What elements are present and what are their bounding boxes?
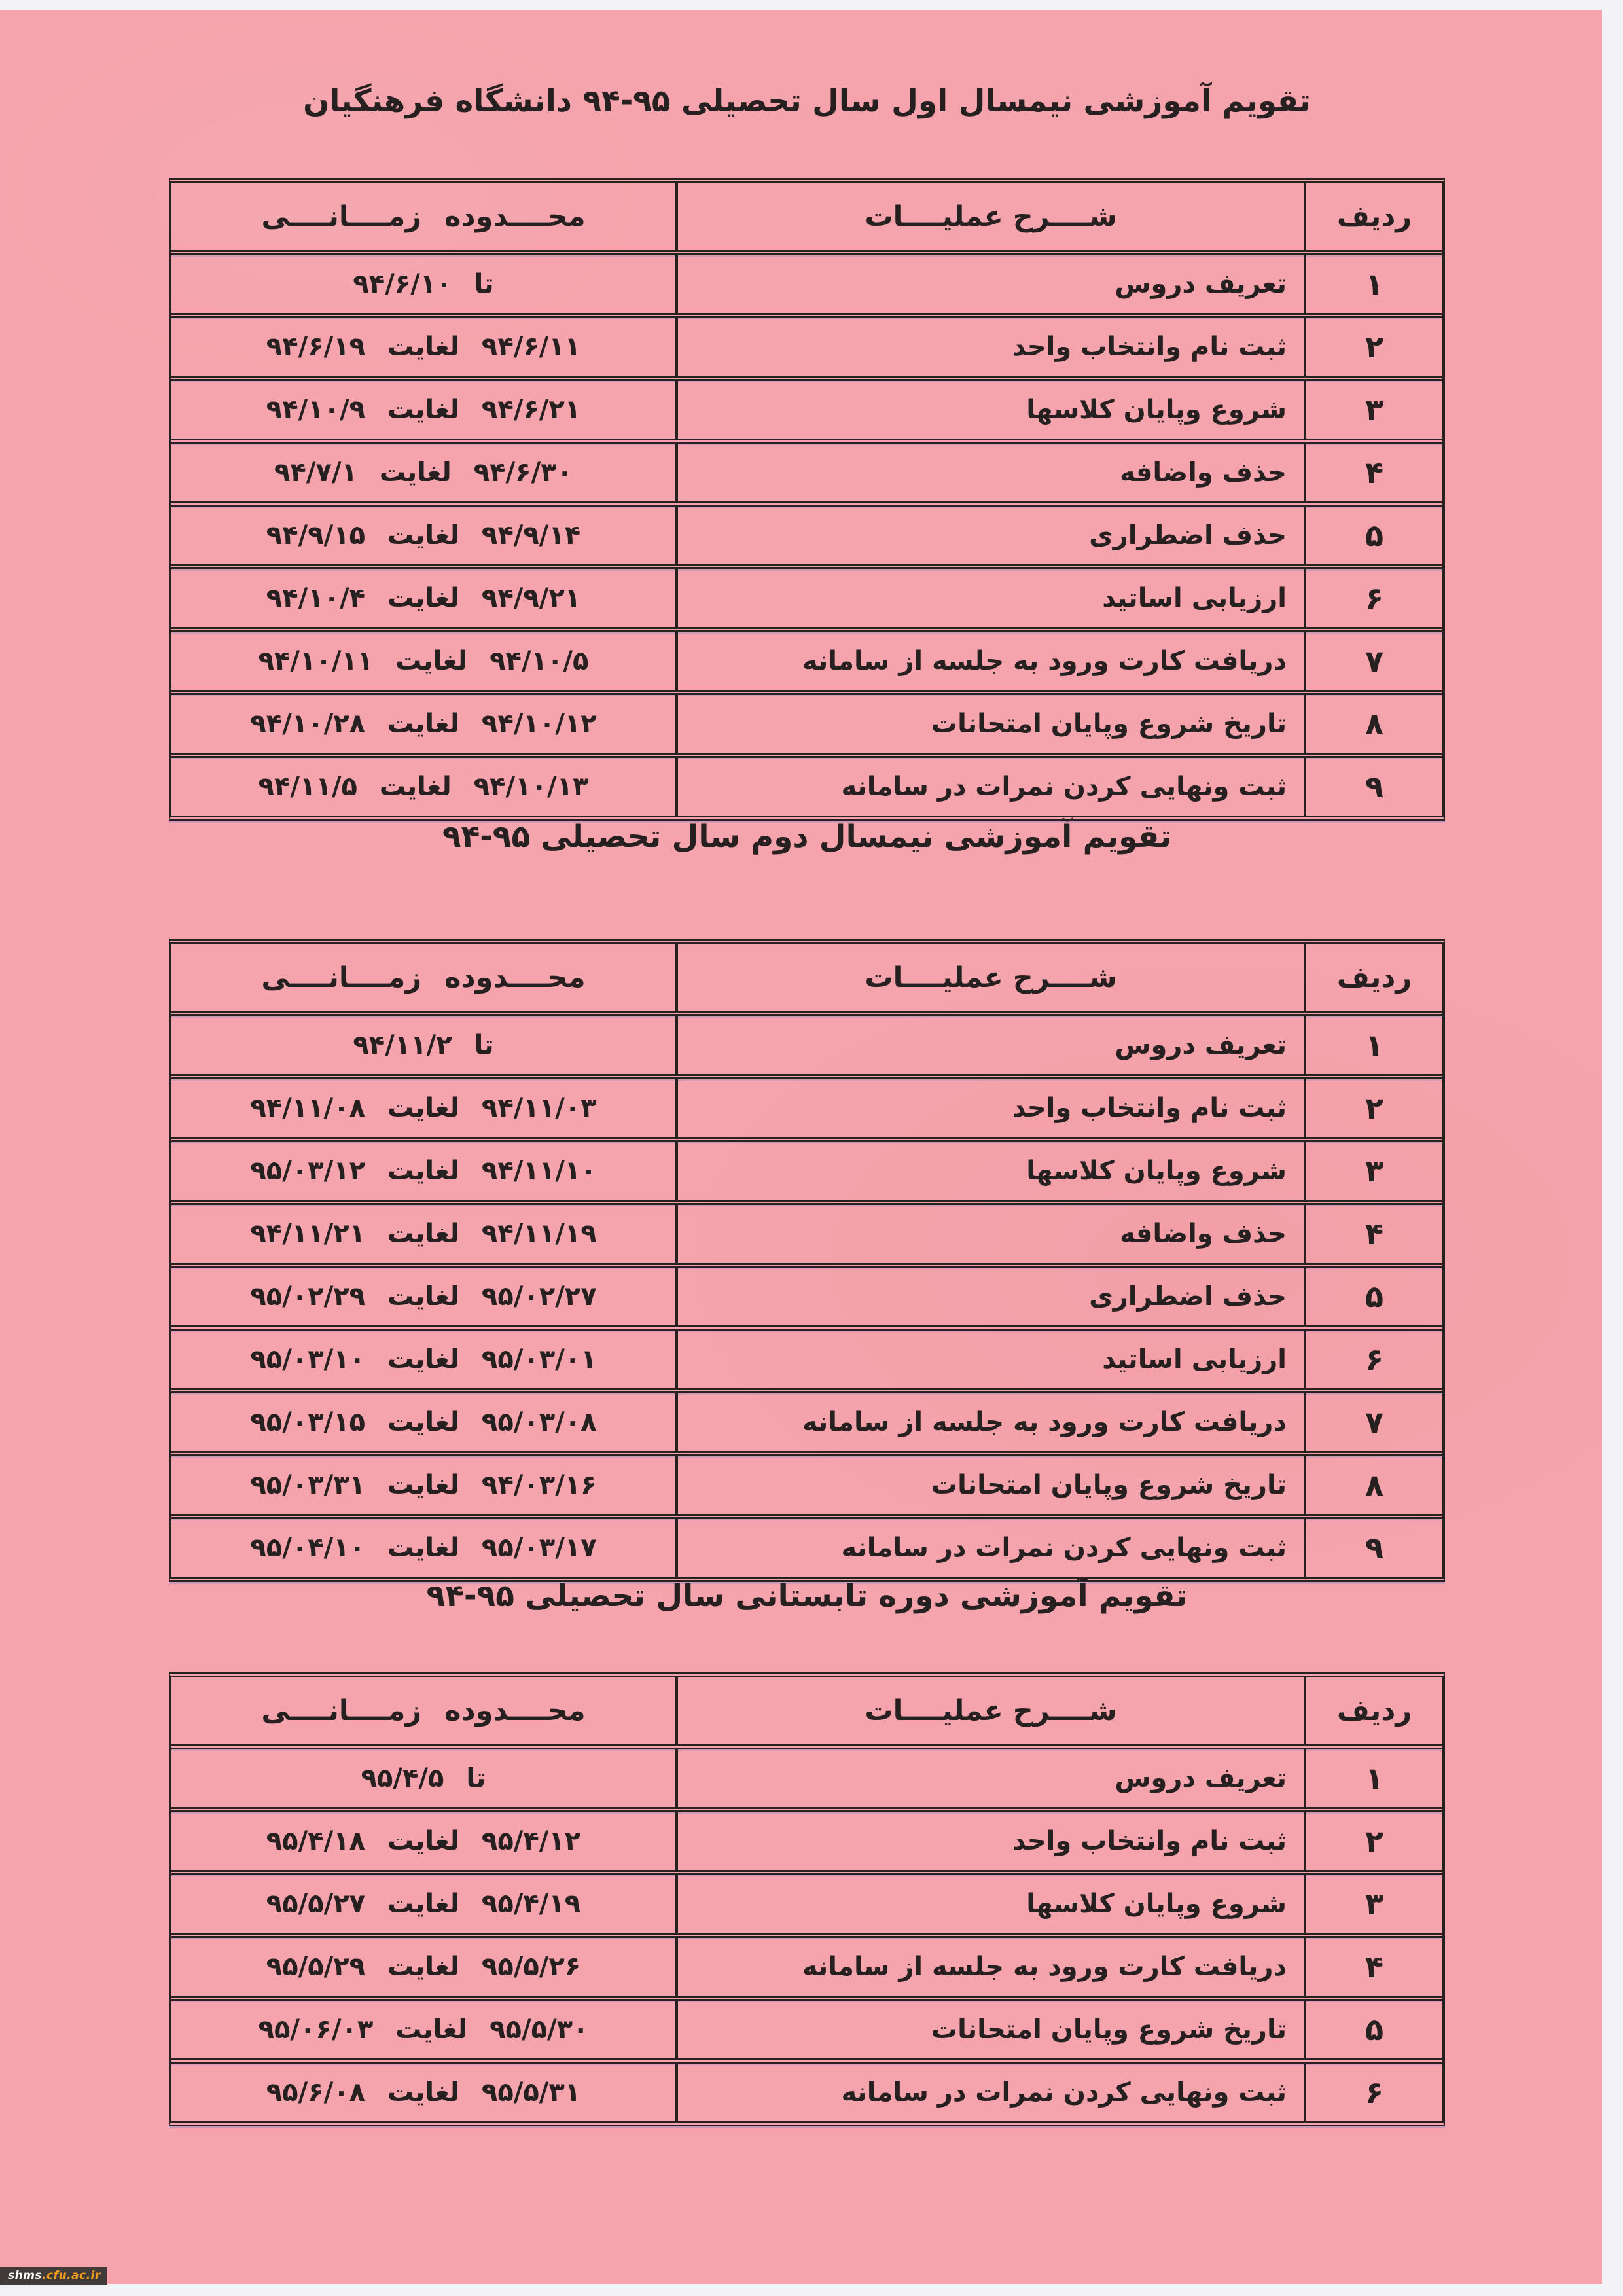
operation-label: ثبت ونهایی کردن نمرات در سامانه [678,1519,1306,1577]
table-row [171,255,1442,318]
operation-label: ثبت نام وانتخاب واحد [678,318,1306,376]
table-row [171,1875,1442,1938]
table-row [171,2001,1442,2064]
table-row [171,1456,1442,1519]
table-row [171,1812,1442,1875]
table-row [171,1268,1442,1331]
row-number: ۱ [1364,266,1384,302]
row-number: ۵ [1364,2012,1384,2047]
period-value: ۹۵/۵/۳۱ لغایت ۹۵/۶/۰۸ [171,2064,678,2121]
row-number: ۱ [1364,1761,1384,1796]
semester1-calendar-table [169,178,1445,821]
row-number: ۴ [1364,1949,1384,1984]
row-number: ۵ [1364,1279,1384,1314]
operation-label: حذف واضافه [678,1205,1306,1263]
summer-calendar-table [169,1672,1445,2126]
table-row [171,695,1442,758]
operation-label: شروع وپایان کلاسها [678,1875,1306,1933]
header-time-range: محــــدوده زمــــانــــی [171,1677,678,1744]
header-row [171,183,1442,255]
operation-label: تعریف دروس [678,255,1306,313]
period-value: ۹۴/۹/۱۴ لغایت ۹۴/۹/۱۵ [171,507,678,564]
watermark [0,2267,107,2285]
row-number: ۳ [1364,1153,1384,1189]
table-row [171,1938,1442,2001]
header-operation: شــــرح عملیــــات [678,183,1306,250]
period-value: ۹۵/۴/۱۹ لغایت ۹۵/۵/۲۷ [171,1875,678,1933]
period-value: ۹۵/۰۳/۱۷ لغایت ۹۵/۰۴/۱۰ [171,1519,678,1577]
table-row [171,569,1442,632]
header-row-number: ردیف [1336,961,1412,994]
period-value: ۹۵/۵/۲۶ لغایت ۹۵/۵/۲۹ [171,1938,678,1996]
period-value: ۹۵/۰۲/۲۷ لغایت ۹۵/۰۲/۲۹ [171,1268,678,1325]
header-operation: شــــرح عملیــــات [678,944,1306,1011]
header-time-range: محــــدوده زمــــانــــی [171,944,678,1011]
row-number: ۲ [1364,1090,1384,1126]
operation-label: حذف اضطراری [678,1268,1306,1325]
period-value: تا ۹۴/۶/۱۰ [171,255,678,313]
operation-label: ثبت نام وانتخاب واحد [678,1812,1306,1870]
semester2-calendar-table [169,939,1445,1582]
operation-label: تاریخ شروع وپایان امتحانات [678,1456,1306,1514]
semester2-title: تقویم آموزشی نیمسال دوم سال تحصیلی ۹۵-۹۴ [442,819,1172,855]
period-value: ۹۴/۱۰/۱۳ لغایت ۹۴/۱۱/۵ [171,758,678,816]
table-row [171,2064,1442,2121]
row-number: ۹ [1364,1530,1384,1566]
row-number: ۳ [1364,1886,1384,1922]
table-row [171,1016,1442,1079]
header-time-range: محــــدوده زمــــانــــی [171,183,678,250]
table-row [171,1331,1442,1393]
period-value: ۹۴/۱۰/۱۲ لغایت ۹۴/۱۰/۲۸ [171,695,678,753]
period-value: ۹۴/۱۰/۵ لغایت ۹۴/۱۰/۱۱ [171,632,678,690]
period-value: ۹۵/۴/۱۲ لغایت ۹۵/۴/۱۸ [171,1812,678,1870]
period-value: ۹۴/۶/۲۱ لغایت ۹۴/۱۰/۹ [171,381,678,439]
operation-label: تاریخ شروع وپایان امتحانات [678,2001,1306,2058]
period-value: ۹۵/۵/۳۰ لغایت ۹۵/۰۶/۰۳ [171,2001,678,2058]
period-value: ۹۴/۱۱/۱۹ لغایت ۹۴/۱۱/۲۱ [171,1205,678,1263]
table-row [171,1205,1442,1268]
period-value: ۹۴/۶/۱۱ لغایت ۹۴/۶/۱۹ [171,318,678,376]
period-value: ۹۴/۱۱/۰۳ لغایت ۹۴/۱۱/۰۸ [171,1079,678,1137]
row-number: ۴ [1364,455,1384,490]
operation-label: حذف اضطراری [678,507,1306,564]
operation-label: تعریف دروس [678,1016,1306,1074]
row-number: ۷ [1364,1405,1384,1440]
row-number: ۷ [1364,643,1384,679]
operation-label: ثبت ونهایی کردن نمرات در سامانه [678,758,1306,816]
summer-term-title: تقویم آموزشی دوره تابستانی سال تحصیلی ۹۵-۹۴ [426,1578,1188,1614]
watermark-site-prefix: shms [8,2269,43,2282]
table-row [171,381,1442,444]
table-row [171,1749,1442,1812]
table-row [171,444,1442,507]
operation-label: تاریخ شروع وپایان امتحانات [678,695,1306,753]
row-number: ۶ [1364,581,1384,616]
operation-label: شروع وپایان کلاسها [678,381,1306,439]
operation-label: ارزیابی اساتید [678,1331,1306,1388]
row-number: ۴ [1364,1216,1384,1251]
header-row [171,1677,1442,1749]
operation-label: ارزیابی اساتید [678,569,1306,627]
operation-label: دریافت کارت ورود به جلسه از سامانه [678,1393,1306,1451]
watermark-site-suffix: .cfu.ac.ir [42,2269,101,2282]
row-number: ۱ [1364,1028,1384,1063]
row-number: ۸ [1364,1467,1384,1503]
table-row [171,1393,1442,1456]
row-number: ۲ [1364,1823,1384,1859]
table-row [171,758,1442,816]
table-row [171,632,1442,695]
row-number: ۹ [1364,769,1384,804]
header-row [171,944,1442,1016]
operation-label: حذف واضافه [678,444,1306,501]
period-value: ۹۵/۰۳/۰۱ لغایت ۹۵/۰۳/۱۰ [171,1331,678,1388]
row-number: ۶ [1364,2075,1384,2110]
table-row [171,507,1442,569]
period-value: ۹۴/۰۳/۱۶ لغایت ۹۵/۰۳/۳۱ [171,1456,678,1514]
period-value: ۹۵/۰۳/۰۸ لغایت ۹۵/۰۳/۱۵ [171,1393,678,1451]
period-value: تا ۹۵/۴/۵ [171,1749,678,1807]
header-row-number: ردیف [1336,200,1412,233]
period-value: ۹۴/۹/۲۱ لغایت ۹۴/۱۰/۴ [171,569,678,627]
semester1-title: تقویم آموزشی نیمسال اول سال تحصیلی ۹۵-۹۴ دانشگاه فرهنگیان [303,83,1311,119]
operation-label: ثبت ونهایی کردن نمرات در سامانه [678,2064,1306,2121]
period-value: تا ۹۴/۱۱/۲ [171,1016,678,1074]
period-value: ۹۴/۱۱/۱۰ لغایت ۹۵/۰۳/۱۲ [171,1142,678,1200]
operation-label: دریافت کارت ورود به جلسه از سامانه [678,1938,1306,1996]
operation-label: شروع وپایان کلاسها [678,1142,1306,1200]
operation-label: ثبت نام وانتخاب واحد [678,1079,1306,1137]
header-operation: شــــرح عملیــــات [678,1677,1306,1744]
operation-label: تعریف دروس [678,1749,1306,1807]
table-row [171,1142,1442,1205]
row-number: ۲ [1364,329,1384,365]
table-row [171,318,1442,381]
operation-label: دریافت کارت ورود به جلسه از سامانه [678,632,1306,690]
row-number: ۳ [1364,392,1384,427]
period-value: ۹۴/۶/۳۰ لغایت ۹۴/۷/۱ [171,444,678,501]
row-number: ۵ [1364,518,1384,553]
header-row-number: ردیف [1336,1695,1412,1727]
table-row [171,1519,1442,1577]
row-number: ۸ [1364,706,1384,742]
table-row [171,1079,1442,1142]
row-number: ۶ [1364,1342,1384,1377]
